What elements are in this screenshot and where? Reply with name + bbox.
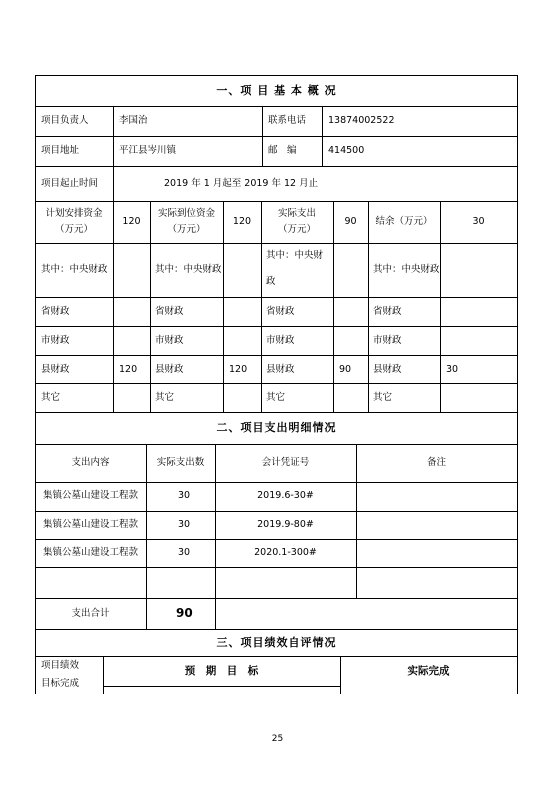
row-voucher: 2020.1-300# [254, 547, 317, 558]
header-content: 支出内容 [71, 457, 110, 468]
total-label: 支出合计 [71, 608, 110, 619]
row-amount: 30 [178, 547, 191, 558]
header-amount: 实际支出数 [156, 457, 205, 468]
actual-funds-value: 120 [232, 216, 252, 227]
central-label-a: 其中：中央财政 [41, 264, 108, 275]
period-value: 2019 年 1 月起至 2019 年 12 月止 [164, 178, 319, 189]
perf-label-line2: 目标完成 [41, 678, 80, 688]
address-label: 项目地址 [41, 145, 80, 156]
postcode-value: 414500 [328, 145, 365, 156]
done-header: 实际完成 [407, 665, 450, 677]
table-border-left [35, 75, 36, 694]
row-content: 集镇公墓山建设工程款 [42, 519, 138, 530]
other-label-a: 其它 [41, 392, 61, 403]
table-border-right [517, 75, 518, 694]
leader-label: 项目负责人 [41, 115, 89, 126]
row-amount: 30 [178, 519, 191, 530]
total-value: 90 [176, 606, 193, 620]
actual-funds-label: 实际到位资金 [157, 208, 215, 219]
leader-value: 李国治 [119, 115, 148, 126]
section1-title: 一、项 目 基 本 概 况 [216, 84, 337, 97]
header-remark: 备注 [426, 457, 446, 468]
county-spend: 90 [339, 364, 352, 375]
central-label-c: 其中：中央财 [266, 250, 324, 261]
plan-label: 计划安排资金 [45, 208, 103, 219]
county-label-a: 县财政 [41, 364, 70, 375]
county-plan: 120 [119, 364, 138, 375]
row-content: 集镇公墓山建设工程款 [42, 547, 138, 558]
row-content: 集镇公墓山建设工程款 [42, 490, 138, 501]
prov-label-a: 省财政 [41, 306, 70, 317]
central-label-b: 其中：中央财政 [155, 264, 222, 275]
actual-spend-label: 实际支出 [277, 208, 316, 219]
plan-value: 120 [122, 216, 141, 227]
row-amount: 30 [178, 490, 191, 501]
county-balance: 30 [446, 364, 459, 375]
row-voucher: 2019.6-30# [257, 490, 314, 501]
goal-header: 预 期 目 标 [184, 665, 259, 677]
county-actual: 120 [229, 364, 248, 375]
balance-value: 30 [472, 216, 485, 227]
city-label-a: 市财政 [41, 335, 70, 346]
phone-label: 联系电话 [268, 115, 307, 126]
section3-title: 三、项目绩效自评情况 [216, 636, 337, 649]
address-value: 平江县岑川镇 [119, 145, 177, 156]
row-voucher: 2019.9-80# [257, 519, 314, 530]
postcode-label: 邮 编 [268, 145, 297, 156]
header-voucher: 会计凭证号 [261, 457, 310, 468]
perf-label-line1: 项目绩效 [41, 660, 80, 671]
central-label-d: 其中：中央财政 [373, 264, 440, 275]
page-number: 25 [271, 734, 284, 744]
section2-title: 二、项目支出明细情况 [216, 421, 337, 434]
actual-spend-value: 90 [344, 216, 357, 227]
table-border-top [35, 75, 518, 76]
period-label: 项目起止时间 [41, 178, 99, 189]
balance-label: 结余（万元） [375, 216, 433, 227]
phone-value: 13874002522 [328, 115, 395, 126]
